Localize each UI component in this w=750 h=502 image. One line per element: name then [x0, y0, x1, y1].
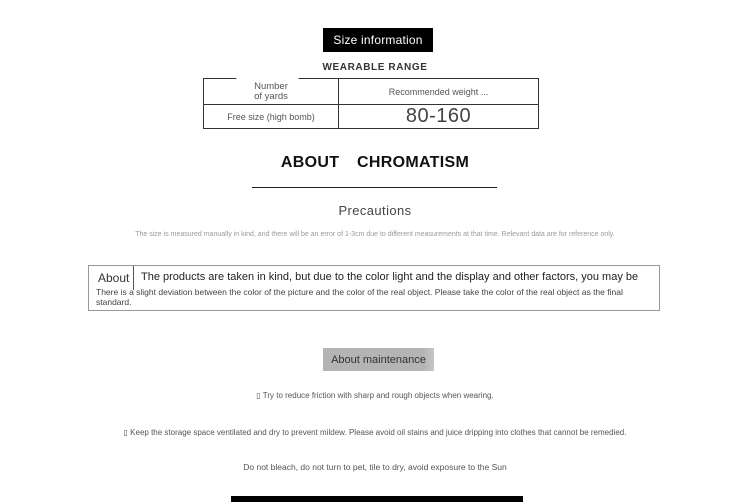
col1-header-line2: of yards: [254, 90, 288, 102]
maintenance-tip-storage: ▯ Keep the storage space ventilated and dry to prevent mildew. Please avoid oil stains and juice dripping into clothes that cannot be remedied.: [123, 428, 627, 437]
size-table-size-cell: Free size (high bomb): [204, 104, 338, 128]
about-maintenance-button[interactable]: About maintenance: [323, 348, 434, 371]
precautions-note-text: The size is measured manually in kind, and there will be an error of 1-3cm due to different measurements at that time. Relevant data are for reference only.: [135, 231, 615, 238]
col1-header-line1: Number: [254, 80, 288, 92]
size-information-header: Size information: [323, 28, 433, 52]
size-table-col2-header: Recommended weight ...: [338, 79, 538, 104]
about-label: About: [98, 271, 130, 285]
about-chromatism-heading: ABOUT CHROMATISM: [280, 154, 470, 171]
maintenance-tip-friction: ▯ Try to reduce friction with sharp and rough objects when wearing.: [256, 391, 494, 400]
size-table: [203, 78, 539, 129]
size-table-col1-header: [204, 79, 338, 104]
next-section-header-cutoff: [231, 496, 523, 502]
maintenance-tip-bleach: Do not bleach, do not turn to pet, tile to dry, avoid exposure to the Sun: [243, 462, 507, 472]
about-disclaimer-box: [88, 265, 660, 311]
wearable-range-label: WEARABLE RANGE: [322, 62, 428, 73]
precautions-subheading: Precautions: [338, 203, 412, 218]
size-table-weight-cell: 80-160: [338, 104, 538, 128]
about-primary-text: The products are taken in kind, but due to the color light and the display and other factors, you may be: [141, 271, 639, 283]
heading-divider-line: [252, 187, 497, 188]
about-secondary-text: There is a slight deviation between the color of the picture and the color of the real object. Please take the color of the real object as the final standard.: [96, 287, 623, 307]
